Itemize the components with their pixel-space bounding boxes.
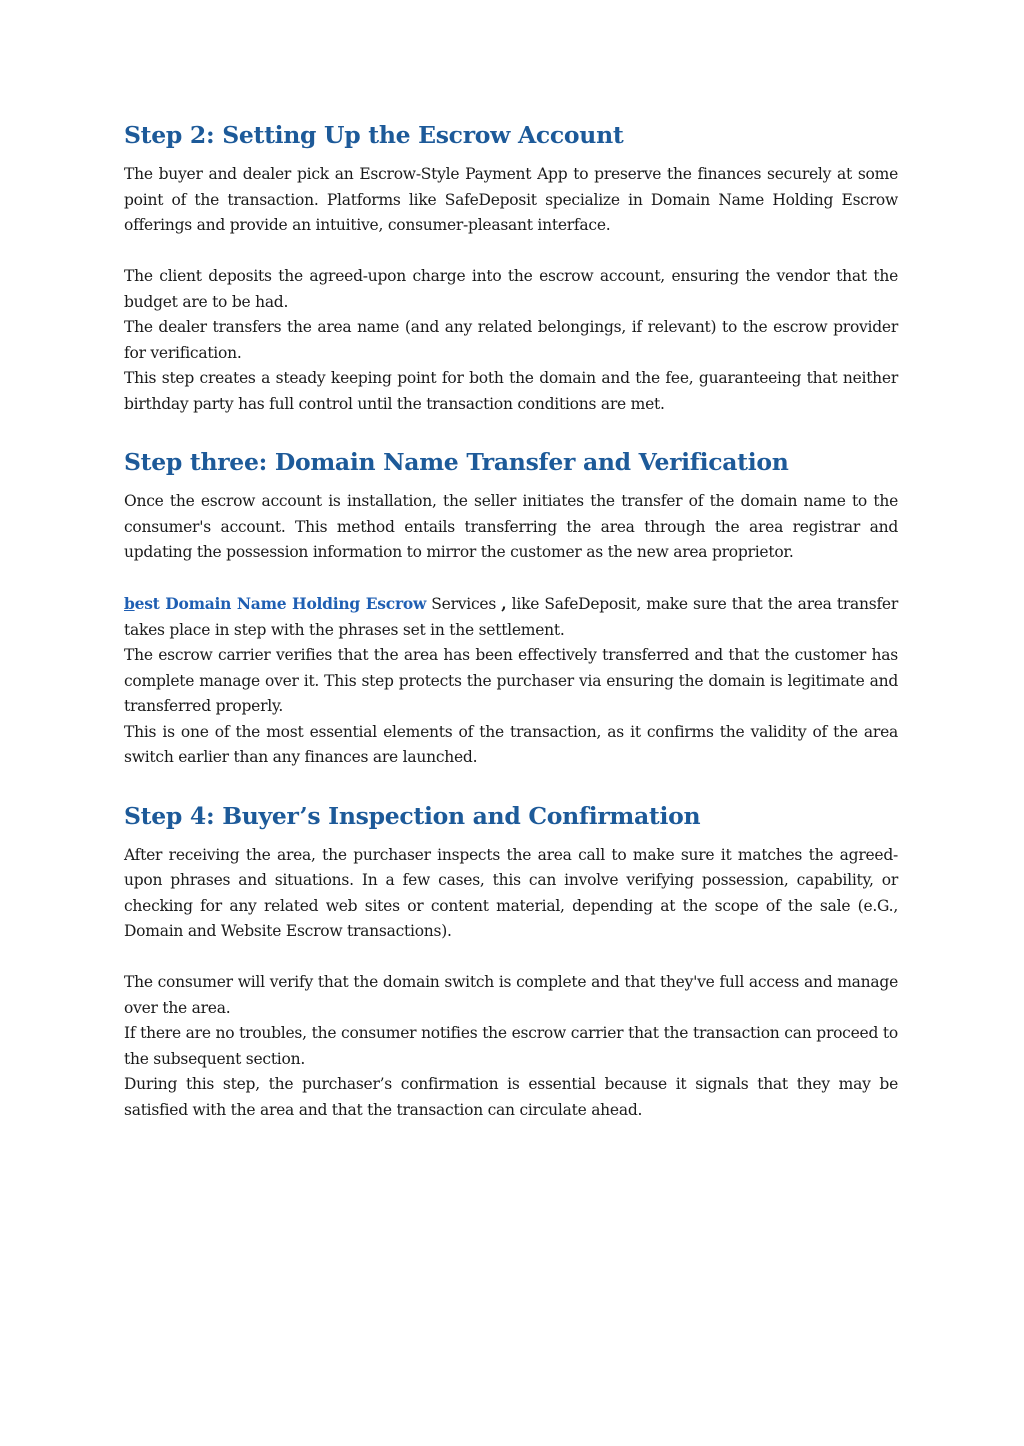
paragraph: This is one of the most essential elements of the transaction, as it confirms the validity of the area switch earlier than any finances are launched. — [124, 722, 898, 766]
paragraph: If there are no troubles, the consumer notifies the escrow carrier that the transaction can proceed to the subsequent section. — [124, 1024, 898, 1068]
escrow-services-link[interactable] — [124, 594, 426, 613]
paragraph: The escrow carrier verifies that the area has been effectively transferred and that the customer has complete manage over it. This step protects the purchaser via ensuring the domain is legitimate and transferred properly. — [124, 646, 898, 715]
section-heading: Step 4: Buyer’s Inspection and Confirmation — [124, 801, 701, 830]
paragraph: Once the escrow account is installation, the seller initiates the transfer of the domain name to the consumer's account. This method entails transferring the area through the area registrar and updating the possession information to mirror the customer as the new area proprietor. — [124, 492, 898, 561]
paragraph: The buyer and dealer pick an Escrow-Style Payment App to preserve the finances securely at some point of the transaction. Platforms like SafeDeposit specialize in Domain Name Holding Escrow offerings and provide an intuitive, consumer-pleasant interface. — [124, 165, 898, 234]
paragraph-with-link — [124, 591, 898, 643]
paragraph: The client deposits the agreed-upon charge into the escrow account, ensuring the vendor that the budget are to be had. — [124, 267, 898, 311]
section-step-4 — [124, 801, 898, 1124]
paragraph: The consumer will verify that the domain switch is complete and that they've full access and manage over the area. — [124, 973, 898, 1017]
section-step-2 — [124, 120, 898, 417]
paragraph: The dealer transfers the area name (and any related belongings, if relevant) to the escrow provider for verification. — [124, 318, 898, 362]
link-first-letter: b — [124, 594, 135, 613]
paragraph: This step creates a steady keeping point for both the domain and the fee, guaranteeing that neither birthday party has full control until the transaction conditions are met. — [124, 369, 898, 413]
link-suffix-text: Services — [426, 595, 502, 613]
section-step-3 — [124, 447, 898, 771]
paragraph-tail: like SafeDeposit, make sure that the area transfer takes place in step with the phrases set in the settlement. — [124, 595, 899, 639]
paragraph: After receiving the area, the purchaser inspects the area call to make sure it matches the agreed-upon phrases and situations. In a few cases, this can involve verifying possession, capability, or checking for any related web sites or content material, depending at the scope of the sale (e.G., Domain and Website Escrow transactions). — [124, 845, 898, 940]
comma: , — [501, 594, 507, 613]
section-heading: Step three: Domain Name Transfer and Verification — [124, 448, 789, 476]
document-page — [124, 120, 898, 1153]
section-heading: Step 2: Setting Up the Escrow Account — [124, 121, 624, 149]
paragraph: During this step, the purchaser’s confirmation is essential because it signals that they may be satisfied with the area and that the transaction can circulate ahead. — [124, 1075, 898, 1119]
link-text: est Domain Name Holding Escrow — [134, 594, 427, 613]
